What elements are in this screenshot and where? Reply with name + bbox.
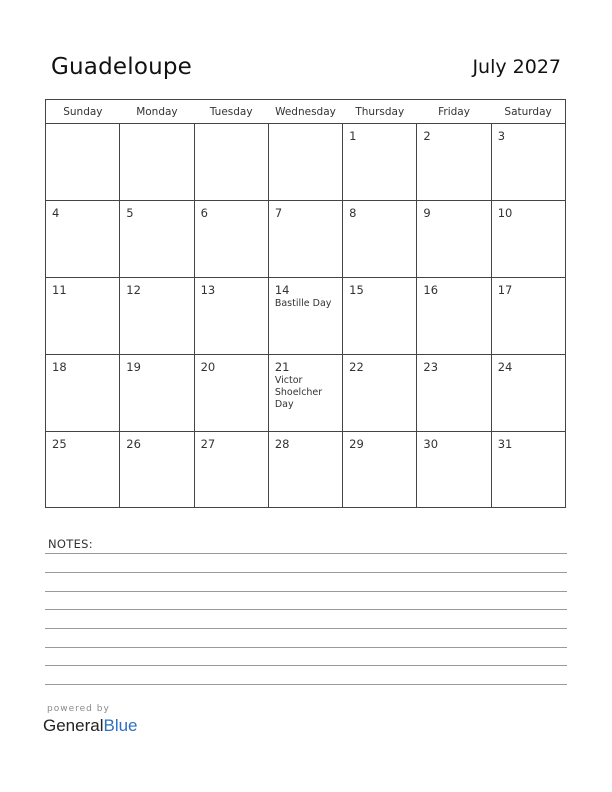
day-number: 22: [349, 360, 364, 374]
day-cell: [491, 432, 565, 508]
note-line: [45, 684, 567, 685]
day-cell: [491, 201, 565, 278]
day-number: 15: [349, 283, 364, 297]
brand-general: General: [43, 716, 104, 735]
holiday-label: Victor Shoelcher Day: [274, 375, 323, 410]
weekday-header: Friday: [417, 100, 491, 124]
note-line: [45, 591, 567, 592]
weekday-header: Wednesday: [268, 100, 342, 124]
day-cell: [194, 278, 268, 355]
note-line: [45, 609, 567, 610]
note-line: [45, 647, 567, 648]
day-number: 5: [126, 206, 134, 220]
day-number: 27: [200, 437, 216, 451]
day-cell: [120, 278, 194, 355]
day-cell: [46, 355, 120, 432]
weekday-header: Sunday: [46, 100, 120, 124]
day-number: 11: [52, 283, 67, 297]
day-cell: [46, 124, 120, 201]
day-cell: [194, 432, 268, 508]
weekday-header: Monday: [120, 100, 194, 124]
day-cell: [268, 355, 342, 432]
day-cell: [417, 355, 491, 432]
day-number: 16: [423, 283, 439, 297]
week-row: [46, 355, 566, 432]
day-number: 19: [126, 360, 141, 374]
day-number: 30: [423, 437, 439, 451]
notes-label: NOTES:: [48, 537, 93, 551]
day-cell: [417, 278, 491, 355]
day-number: 10: [497, 206, 513, 220]
week-row: [46, 124, 566, 201]
day-cell: [343, 278, 417, 355]
day-cell: [343, 432, 417, 508]
day-cell: [46, 278, 120, 355]
day-cell: [343, 124, 417, 201]
country-title: Guadeloupe: [51, 54, 193, 80]
day-number: 28: [274, 437, 290, 451]
day-cell: [268, 432, 342, 508]
day-number: 31: [497, 437, 513, 451]
note-line: [45, 572, 567, 573]
day-cell: [120, 432, 194, 508]
day-cell: [417, 124, 491, 201]
day-number: 29: [349, 437, 364, 451]
day-number: 7: [274, 206, 283, 220]
day-number: 8: [349, 206, 357, 220]
day-number: 4: [52, 206, 60, 220]
month-year-title: July 2027: [472, 56, 561, 78]
day-cell: [491, 355, 565, 432]
holiday-label: Bastille Day: [274, 298, 332, 309]
day-number: 3: [497, 129, 506, 143]
day-number: 1: [349, 129, 357, 143]
week-row: [46, 432, 566, 508]
day-cell: [46, 201, 120, 278]
day-cell: [120, 201, 194, 278]
day-cell: [120, 355, 194, 432]
week-row: [46, 278, 566, 355]
weekday-header: Tuesday: [194, 100, 268, 124]
day-cell: [417, 201, 491, 278]
day-number: 12: [126, 283, 141, 297]
day-cell: [46, 432, 120, 508]
day-cell: [491, 278, 565, 355]
day-cell: [194, 201, 268, 278]
day-number: 2: [423, 129, 431, 143]
day-number: 13: [200, 283, 216, 297]
day-number: 25: [52, 437, 67, 451]
brand-blue: Blue: [103, 716, 138, 735]
day-number: 9: [423, 206, 431, 220]
calendar-grid: [45, 99, 566, 508]
day-number: 21: [274, 360, 290, 374]
day-number: 26: [126, 437, 141, 451]
weekday-header-row: [46, 100, 566, 124]
day-number: 24: [497, 360, 513, 374]
day-cell: [268, 201, 342, 278]
note-line: [45, 628, 567, 629]
day-cell: [491, 124, 565, 201]
powered-by-text: powered by: [47, 704, 110, 714]
day-number: 17: [497, 283, 513, 297]
day-cell: [194, 124, 268, 201]
day-cell: [343, 201, 417, 278]
day-number: 14: [274, 283, 290, 297]
day-number: 18: [52, 360, 67, 374]
day-cell: [194, 355, 268, 432]
weekday-header: Thursday: [343, 100, 417, 124]
note-line: [45, 553, 567, 554]
day-cell: [417, 432, 491, 508]
day-number: 20: [200, 360, 216, 374]
day-cell: [268, 124, 342, 201]
week-row: [46, 201, 566, 278]
day-cell: [343, 355, 417, 432]
day-cell: [120, 124, 194, 201]
day-number: 6: [200, 206, 208, 220]
day-cell: [268, 278, 342, 355]
note-line: [45, 665, 567, 666]
day-number: 23: [423, 360, 439, 374]
generalblue-logo: [43, 716, 138, 736]
weekday-header: Saturday: [491, 100, 565, 124]
